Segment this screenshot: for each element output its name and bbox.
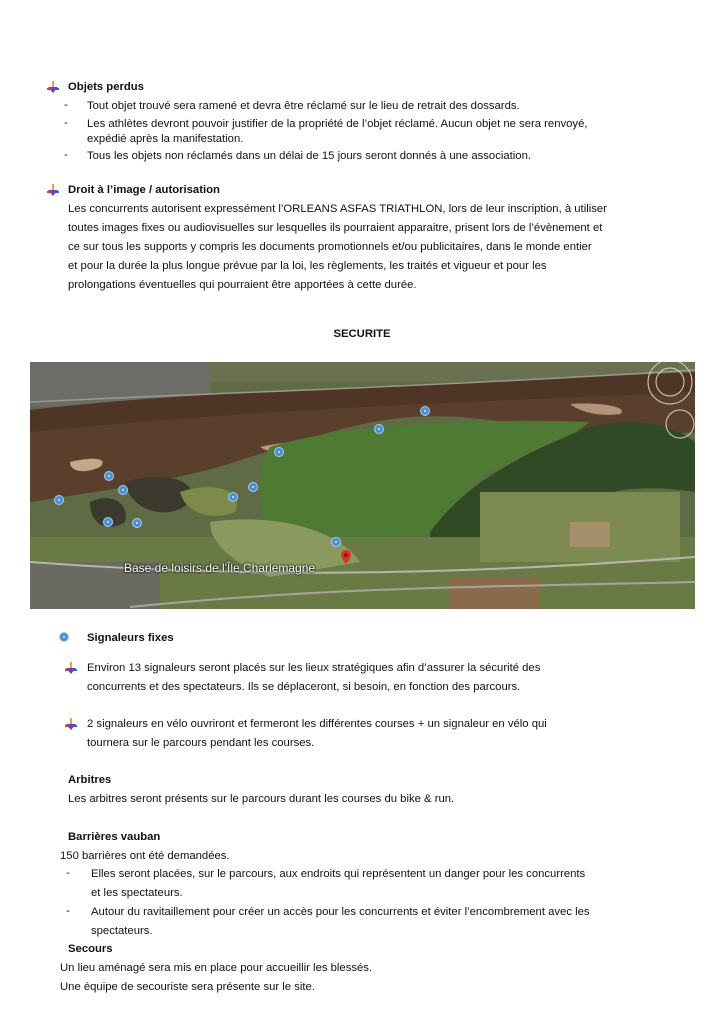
paragraph-line: Environ 13 signaleurs seront placés sur les lieux stratégiques afin d’assurer la sécurité des (87, 662, 541, 674)
list-item: Tous les objets non réclamés dans un délai de 15 jours seront donnés à une association. (87, 150, 531, 162)
list-item-continued: expédié après la manifestation. (87, 133, 244, 145)
section-title-objets-perdus: Objets perdus (68, 81, 144, 93)
paragraph-line: et pour la durée la plus longue prévue par la loi, les règlements, les traités et vigueur et pour les (68, 260, 547, 272)
dash-bullet: - (66, 867, 70, 879)
paragraph-line: concurrents et des spectateurs. Ils se déplaceront, si besoin, en fonction des parcours. (87, 681, 521, 693)
list-item: Les athlètes devront pouvoir justifier de la propriété de l’objet réclamé. Aucun objet ne sera renvoyé, (87, 118, 588, 130)
paragraph-line: Un lieu aménagé sera mis en place pour accueillir les blessés. (60, 962, 373, 974)
dash-bullet: - (64, 149, 68, 161)
signaleur-marker (248, 482, 258, 492)
signaleur-marker (104, 471, 114, 481)
signaleur-marker (331, 537, 341, 547)
dash-bullet: - (64, 117, 68, 129)
paragraph-line: tournera sur le parcours pendant les courses. (87, 737, 315, 749)
signaleur-marker (228, 492, 238, 502)
map-place-label: Base de loisirs de l'Île Charlemagne (124, 561, 316, 575)
list-item-continued: spectateurs. (91, 925, 153, 937)
arrow-bullet-icon (64, 661, 78, 675)
signaleur-marker (132, 518, 142, 528)
paragraph-line: ce sur tous les supports y compris les documents promotionnels et/ou publicitaires, dans le monde entier (68, 241, 592, 253)
signaleur-marker (420, 406, 430, 416)
signaleur-marker (103, 517, 113, 527)
list-item: Elles seront placées, sur le parcours, aux endroits qui représentent un danger pour les concurrents (91, 868, 586, 880)
paragraph-line: toutes images fixes ou audiovisuelles sur lesquelles ils pourraient apparaitre, prisent lors de l’évènement et (68, 222, 603, 234)
signaleur-legend-icon (59, 632, 69, 642)
section-title-secours: Secours (68, 943, 113, 955)
paragraph-line: Les concurrents autorisent expressément l’ORLEANS ASFAS TRIATHLON, lors de leur inscription, à utiliser (68, 203, 607, 215)
dash-bullet: - (66, 905, 70, 917)
satellite-map-image (30, 362, 695, 609)
paragraph-line: Une équipe de secouriste sera présente sur le site. (60, 981, 315, 993)
signaleur-marker (118, 485, 128, 495)
arrow-bullet-icon (46, 80, 60, 94)
section-title-arbitres: Arbitres (68, 774, 112, 786)
list-item-continued: et les spectateurs. (91, 887, 183, 899)
dash-bullet: - (64, 99, 68, 111)
list-item: Tout objet trouvé sera ramené et devra être réclamé sur le lieu de retrait des dossards. (87, 100, 520, 112)
section-heading-securite: SECURITE (333, 328, 391, 340)
arrow-bullet-icon (46, 183, 60, 197)
paragraph-line: prolongations éventuelles qui pourraient être apportées à cette durée. (68, 279, 417, 291)
list-item: Autour du ravitaillement pour créer un accès pour les concurrents et éviter l’encombrement avec les (91, 906, 590, 918)
section-title-droit-image: Droit à l’image / autorisation (68, 184, 220, 196)
signaleur-marker (274, 447, 284, 457)
section-title-barrieres: Barrières vauban (68, 831, 161, 843)
map-pin-icon (341, 550, 351, 564)
signaleur-marker (374, 424, 384, 434)
section-title-signaleurs: Signaleurs fixes (87, 632, 174, 644)
signaleur-marker (54, 495, 64, 505)
paragraph-line: Les arbitres seront présents sur le parcours durant les courses du bike & run. (68, 793, 455, 805)
paragraph-line: 2 signaleurs en vélo ouvriront et fermeront les différentes courses + un signaleur en vélo qui (87, 718, 547, 730)
arrow-bullet-icon (64, 717, 78, 731)
paragraph-line: 150 barrières ont été demandées. (60, 850, 230, 862)
